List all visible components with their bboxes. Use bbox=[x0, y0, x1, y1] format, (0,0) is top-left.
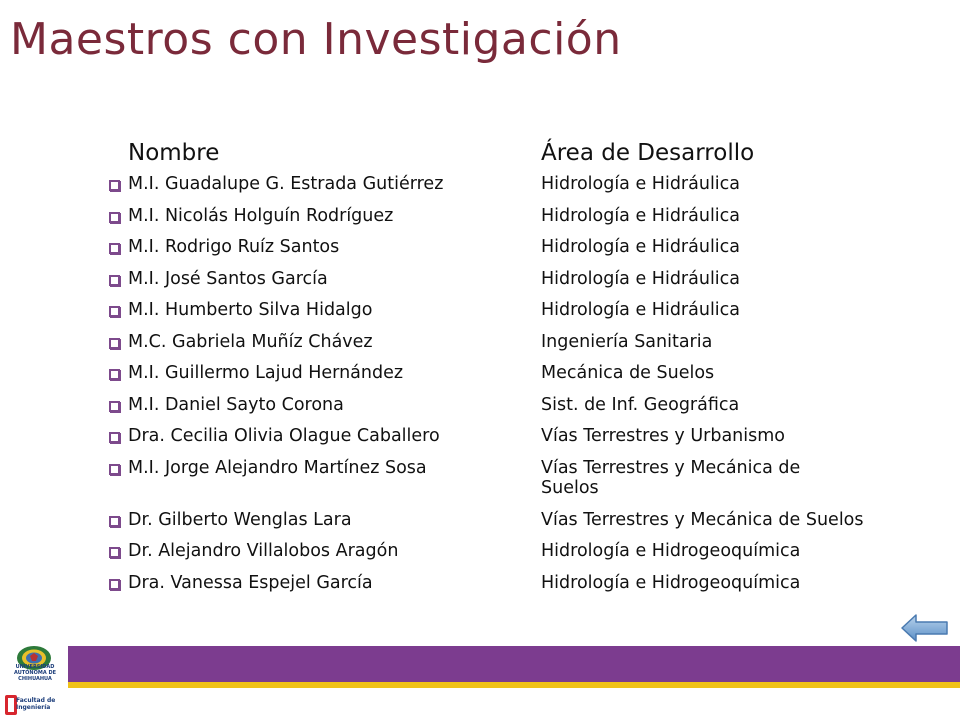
faculty-area: Hidrología e Hidráulica bbox=[541, 237, 741, 257]
faculty-name: M.C. Gabriela Muñíz Chávez bbox=[128, 331, 373, 352]
faculty-area: Hidrología e Hidráulica bbox=[541, 205, 741, 226]
list-item bbox=[104, 233, 924, 265]
list-item bbox=[104, 506, 924, 538]
square-bullet-icon bbox=[109, 401, 120, 412]
faculty-name: M.I. Rodrigo Ruíz Santos bbox=[128, 237, 340, 257]
list-item bbox=[104, 265, 924, 297]
faculty-table bbox=[104, 138, 924, 600]
square-bullet-icon bbox=[109, 338, 120, 349]
header-area: Área de Desarrollo bbox=[541, 140, 755, 166]
list-item bbox=[104, 537, 924, 569]
list-item bbox=[104, 391, 924, 423]
faculty-area: Hidrología e Hidráulica bbox=[541, 300, 741, 320]
square-bullet-icon bbox=[109, 180, 120, 191]
faculty-area: Hidrología e Hidráulica bbox=[541, 174, 741, 194]
faculty-area: Mecánica de Suelos bbox=[541, 363, 715, 383]
faculty-area: Hidrología e Hidráulica bbox=[541, 268, 741, 289]
faculty-name: M.I. Guillermo Lajud Hernández bbox=[128, 363, 404, 383]
square-bullet-icon bbox=[109, 464, 120, 475]
left-arrow-icon bbox=[900, 612, 950, 644]
faculty-label bbox=[16, 697, 55, 711]
faculty-name: M.I. José Santos García bbox=[128, 268, 328, 289]
faculty-name: M.I. Humberto Silva Hidalgo bbox=[128, 300, 373, 320]
list-item bbox=[104, 422, 924, 454]
table-header bbox=[104, 138, 924, 170]
faculty-area: Sist. de Inf. Geográfica bbox=[541, 394, 740, 415]
square-bullet-icon bbox=[109, 212, 120, 223]
header-name: Nombre bbox=[128, 140, 220, 166]
faculty-area: Hidrología e Hidrogeoquímica bbox=[541, 572, 801, 593]
list-item bbox=[104, 202, 924, 234]
faculty-line-2: Ingeniería bbox=[16, 704, 51, 711]
faculty-line-1: Facultad de bbox=[16, 697, 56, 704]
square-bullet-icon bbox=[109, 243, 120, 254]
footer-gold-line bbox=[0, 682, 960, 688]
faculty-name: M.I. Nicolás Holguín Rodríguez bbox=[128, 205, 394, 226]
faculty-name: M.I. Guadalupe G. Estrada Gutiérrez bbox=[128, 174, 444, 194]
faculty-area: Vías Terrestres y Mecánica de Suelos bbox=[541, 509, 864, 530]
list-item bbox=[104, 296, 924, 328]
faculty-area: Vías Terrestres y Urbanismo bbox=[541, 426, 786, 446]
back-arrow-button[interactable] bbox=[900, 612, 950, 644]
university-caption: UNIVERSIDAD AUTÓNOMA DE CHIHUAHUA bbox=[13, 664, 57, 682]
faculty-name: Dra. Vanessa Espejel García bbox=[128, 572, 373, 593]
faculty-name: M.I. Jorge Alejandro Martínez Sosa bbox=[128, 457, 427, 478]
square-bullet-icon bbox=[109, 547, 120, 558]
footer-purple-band bbox=[0, 646, 960, 682]
square-bullet-icon bbox=[109, 369, 120, 380]
square-bullet-icon bbox=[109, 579, 120, 590]
faculty-name: Dr. Gilberto Wenglas Lara bbox=[128, 509, 352, 530]
faculty-name: M.I. Daniel Sayto Corona bbox=[128, 394, 344, 415]
faculty-area: Ingeniería Sanitaria bbox=[541, 331, 713, 352]
square-bullet-icon bbox=[109, 306, 120, 317]
faculty-name: Dr. Alejandro Villalobos Aragón bbox=[128, 541, 399, 561]
faculty-name: Dra. Cecilia Olivia Olague Caballero bbox=[128, 426, 440, 446]
square-bullet-icon bbox=[109, 516, 120, 527]
square-bullet-icon bbox=[109, 432, 120, 443]
faculty-area: Vías Terrestres y Mecánica de Suelos bbox=[541, 457, 801, 498]
list-item bbox=[104, 569, 924, 601]
list-item bbox=[104, 454, 924, 506]
faculty-area: Hidrología e Hidrogeoquímica bbox=[541, 541, 801, 561]
list-item bbox=[104, 359, 924, 391]
list-item bbox=[104, 170, 924, 202]
square-bullet-icon bbox=[109, 275, 120, 286]
slide-title: Maestros con Investigación bbox=[10, 14, 622, 65]
list-item bbox=[104, 328, 924, 360]
